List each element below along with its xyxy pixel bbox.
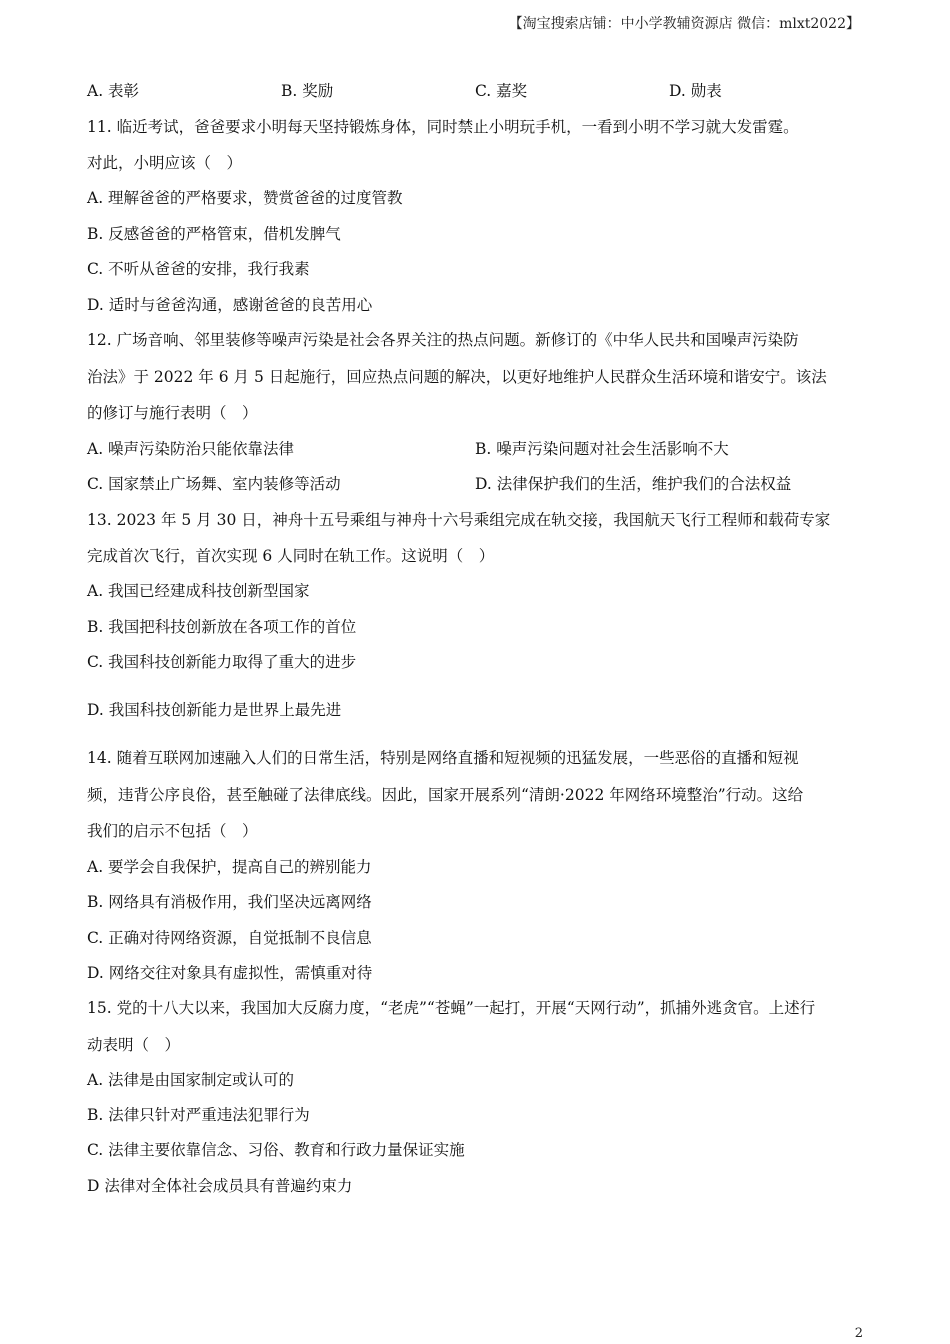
q10-options xyxy=(87,81,887,101)
q13-stem-line-1: 13. 2023 年 5 月 30 日，神舟十五号乘组与神舟十六号乘组完成在轨交接，我国航天飞行工程师和载荷专家 xyxy=(87,511,831,529)
q11-stem-line-1: 11. 临近考试，爸爸要求小明每天坚持锻炼身体，同时禁止小明玩手机，一看到小明不学习就大发雷霆。 xyxy=(87,118,799,136)
q10-option-d[interactable]: D. 勋表 xyxy=(669,82,722,100)
q14-stem-line-1: 14. 随着互联网加速融入人们的日常生活，特别是网络直播和短视频的迅猛发展，一些恶俗的直播和短视 xyxy=(87,749,799,767)
page-header: 【淘宝搜索店铺：中小学教辅资源店 微信：mlxt2022】 xyxy=(508,16,860,32)
q14-option-c[interactable]: C. 正确对待网络资源，自觉抵制不良信息 xyxy=(87,929,372,947)
q11-option-c[interactable]: C. 不听从爸爸的安排，我行我素 xyxy=(87,260,310,278)
q15-option-d[interactable]: D 法律对全体社会成员具有普遍约束力 xyxy=(87,1177,353,1195)
q12-options-row-2 xyxy=(87,474,887,494)
q11-option-d[interactable]: D. 适时与爸爸沟通，感谢爸爸的良苦用心 xyxy=(87,296,373,314)
q12-option-a[interactable]: A. 噪声污染防治只能依靠法律 xyxy=(87,440,295,458)
q14-stem-line-2: 频，违背公序良俗，甚至触碰了法律底线。因此，国家开展系列“清朗·2022 年网络环境整治”行动。这给 xyxy=(87,786,804,804)
q10-option-c[interactable]: C. 嘉奖 xyxy=(475,82,528,100)
q10-option-a[interactable]: A. 表彰 xyxy=(87,82,140,100)
q14-stem-line-3: 我们的启示不包括（ ） xyxy=(87,822,258,840)
q10-option-b[interactable]: B. 奖励 xyxy=(281,82,334,100)
q12-option-c[interactable]: C. 国家禁止广场舞、室内装修等活动 xyxy=(87,475,341,493)
q13-stem-line-2: 完成首次飞行，首次实现 6 人同时在轨工作。这说明（ ） xyxy=(87,547,495,565)
q12-options-row-1 xyxy=(87,439,887,459)
q11-option-b[interactable]: B. 反感爸爸的严格管束，借机发脾气 xyxy=(87,225,341,243)
q15-stem-line-1: 15. 党的十八大以来，我国加大反腐力度，“老虎”“苍蝇”一起打，开展“天网行动”，抓捕外逃贪官。上述行 xyxy=(87,999,816,1017)
q15-option-c[interactable]: C. 法律主要依靠信念、习俗、教育和行政力量保证实施 xyxy=(87,1141,465,1159)
q15-stem-line-2: 动表明（ ） xyxy=(87,1036,181,1054)
q14-option-b[interactable]: B. 网络具有消极作用，我们坚决远离网络 xyxy=(87,893,372,911)
q13-option-d[interactable]: D. 我国科技创新能力是世界上最先进 xyxy=(87,701,342,719)
q12-stem-line-3: 的修订与施行表明（ ） xyxy=(87,404,258,422)
q14-option-d[interactable]: D. 网络交往对象具有虚拟性，需慎重对待 xyxy=(87,964,373,982)
q12-option-d[interactable]: D. 法律保护我们的生活，维护我们的合法权益 xyxy=(475,475,792,493)
page-number: 2 xyxy=(854,1326,863,1341)
q13-option-a[interactable]: A. 我国已经建成科技创新型国家 xyxy=(87,582,310,600)
q13-option-c[interactable]: C. 我国科技创新能力取得了重大的进步 xyxy=(87,653,357,671)
q14-option-a[interactable]: A. 要学会自我保护，提高自己的辨别能力 xyxy=(87,858,372,876)
q12-stem-line-2: 治法》于 2022 年 6 月 5 日起施行，回应热点问题的解决，以更好地维护人民群众生活环境和谐安宁。该法 xyxy=(87,368,827,386)
q11-option-a[interactable]: A. 理解爸爸的严格要求，赞赏爸爸的过度管教 xyxy=(87,189,403,207)
q13-option-b[interactable]: B. 我国把科技创新放在各项工作的首位 xyxy=(87,618,357,636)
q12-stem-line-1: 12. 广场音响、邻里装修等噪声污染是社会各界关注的热点问题。新修订的《中华人民共和国噪声污染防 xyxy=(87,331,799,349)
q12-option-b[interactable]: B. 噪声污染问题对社会生活影响不大 xyxy=(475,440,729,458)
q15-option-b[interactable]: B. 法律只针对严重违法犯罪行为 xyxy=(87,1106,310,1124)
q11-stem-line-2: 对此，小明应该（ ） xyxy=(87,154,243,172)
q15-option-a[interactable]: A. 法律是由国家制定或认可的 xyxy=(87,1071,295,1089)
